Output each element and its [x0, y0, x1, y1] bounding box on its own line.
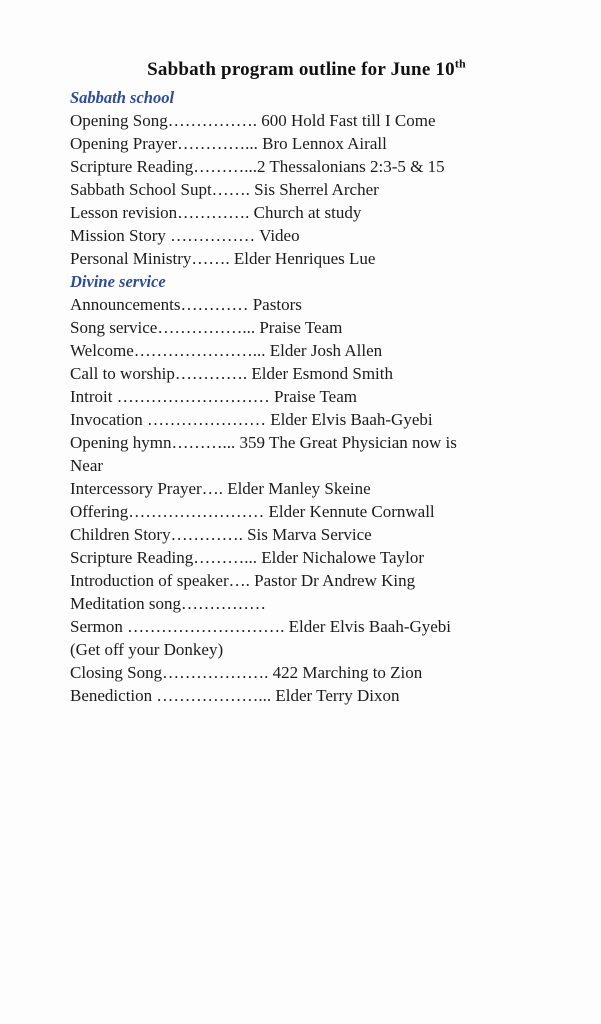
program-line-invocation: Invocation ………………… Elder Elvis Baah-Gyebi	[70, 410, 433, 429]
page-title	[70, 58, 543, 82]
program-line-benediction: Benediction ………………... Elder Terry Dixon	[70, 686, 400, 705]
section-heading-sabbath-school: Sabbath school	[70, 88, 175, 107]
program-line-personal-ministry: Personal Ministry……. Elder Henriques Lue	[70, 249, 376, 268]
program-line-opening-prayer: Opening Prayer…………... Bro Lennox Airall	[70, 134, 387, 153]
program-line-opening-hymn-wrap: Near	[70, 456, 104, 475]
program-line-sabbath-school-supt: Sabbath School Supt……. Sis Sherrel Archer	[70, 180, 379, 199]
program-line-sermon: Sermon ………………………. Elder Elvis Baah-Gyebi	[70, 617, 452, 636]
section-divine-service	[70, 270, 543, 707]
program-line-opening-song: Opening Song……………. 600 Hold Fast till I Come	[70, 111, 436, 130]
program-line-children-story: Children Story…………. Sis Marva Service	[70, 525, 372, 544]
program-line-introit: Introit ……………………… Praise Team	[70, 387, 357, 406]
program-line-announcements: Announcements………… Pastors	[70, 295, 302, 314]
program-line-closing-song: Closing Song………………. 422 Marching to Zion	[70, 663, 423, 682]
program-line-offering: Offering…………………… Elder Kennute Cornwall	[70, 502, 435, 521]
program-line-call-to-worship: Call to worship…………. Elder Esmond Smith	[70, 364, 393, 383]
program-line-welcome: Welcome…………………... Elder Josh Allen	[70, 341, 383, 360]
program-line-scripture-reading: Scripture Reading………...2 Thessalonians 2:3-5 & 15	[70, 157, 445, 176]
program-line-lesson-revision: Lesson revision…………. Church at study	[70, 203, 362, 222]
page-title-superscript: th	[454, 56, 466, 71]
program-line-meditation-song: Meditation song……………	[70, 594, 266, 613]
program-line-sermon-title: (Get off your Donkey)	[70, 640, 224, 659]
program-line-introduction-of-speaker: Introduction of speaker…. Pastor Dr Andrew King	[70, 571, 416, 590]
page-title-text: Sabbath program outline for June 10	[147, 59, 455, 80]
program-line-intercessory-prayer: Intercessory Prayer…. Elder Manley Skeine	[70, 479, 371, 498]
section-heading-divine-service: Divine service	[70, 272, 166, 291]
program-line-mission-story: Mission Story …………… Video	[70, 226, 300, 245]
program-line-scripture-reading-2: Scripture Reading………... Elder Nichalowe Taylor	[70, 548, 424, 567]
program-line-song-service: Song service……………... Praise Team	[70, 318, 343, 337]
section-sabbath-school	[70, 86, 543, 270]
program-line-opening-hymn: Opening hymn………... 359 The Great Physician now is	[70, 433, 457, 452]
